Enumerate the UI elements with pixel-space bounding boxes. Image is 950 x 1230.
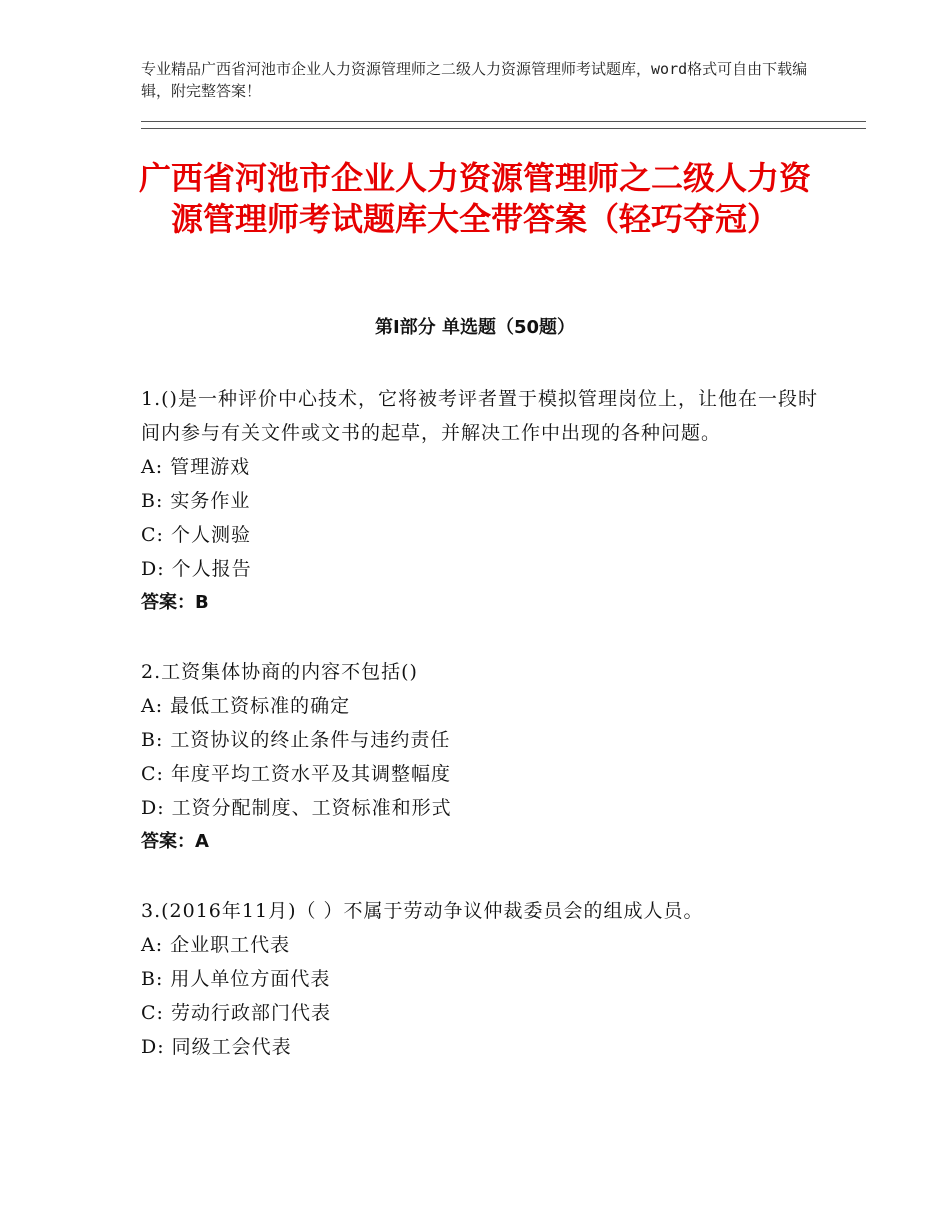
option-d: D: 个人报告 [141, 558, 252, 580]
option-b: B: 工资协议的终止条件与违约责任 [141, 729, 451, 751]
question-list [141, 382, 821, 1099]
question-2 [141, 655, 821, 859]
option-c: C: 年度平均工资水平及其调整幅度 [141, 763, 451, 785]
header-note: 专业精品广西省河池市企业人力资源管理师之二级人力资源管理师考试题库，word格式可自由下载编辑，附完整答案！ [141, 60, 808, 100]
option-a: A: 企业职工代表 [141, 934, 291, 956]
question-1 [141, 382, 821, 620]
question-stem: 2.工资集体协商的内容不包括() [141, 661, 418, 683]
section-heading: 第Ⅰ部分 单选题（50题） [374, 317, 575, 338]
document-title: 广西省河池市企业人力资源管理师之二级人力资源管理师考试题库大全带答案（轻巧夺冠） [138, 159, 811, 238]
option-a: A: 最低工资标准的确定 [141, 695, 351, 717]
option-d: D: 同级工会代表 [141, 1036, 292, 1058]
answer-line: 答案：B [141, 592, 209, 613]
option-c: C: 个人测验 [141, 524, 251, 546]
question-stem: 3.(2016年11月)（ ）不属于劳动争议仲裁委员会的组成人员。 [141, 900, 704, 922]
option-b: B: 用人单位方面代表 [141, 968, 331, 990]
header-divider [141, 121, 866, 129]
question-3 [141, 894, 821, 1064]
option-a: A: 管理游戏 [141, 456, 251, 478]
question-stem: 1.()是一种评价中心技术，它将被考评者置于模拟管理岗位上，让他在一段时间内参与有关文件或文书的起草，并解决工作中出现的各种问题。 [141, 388, 818, 444]
option-b: B: 实务作业 [141, 490, 251, 512]
option-d: D: 工资分配制度、工资标准和形式 [141, 797, 452, 819]
answer-line: 答案：A [141, 831, 209, 852]
option-c: C: 劳动行政部门代表 [141, 1002, 331, 1024]
